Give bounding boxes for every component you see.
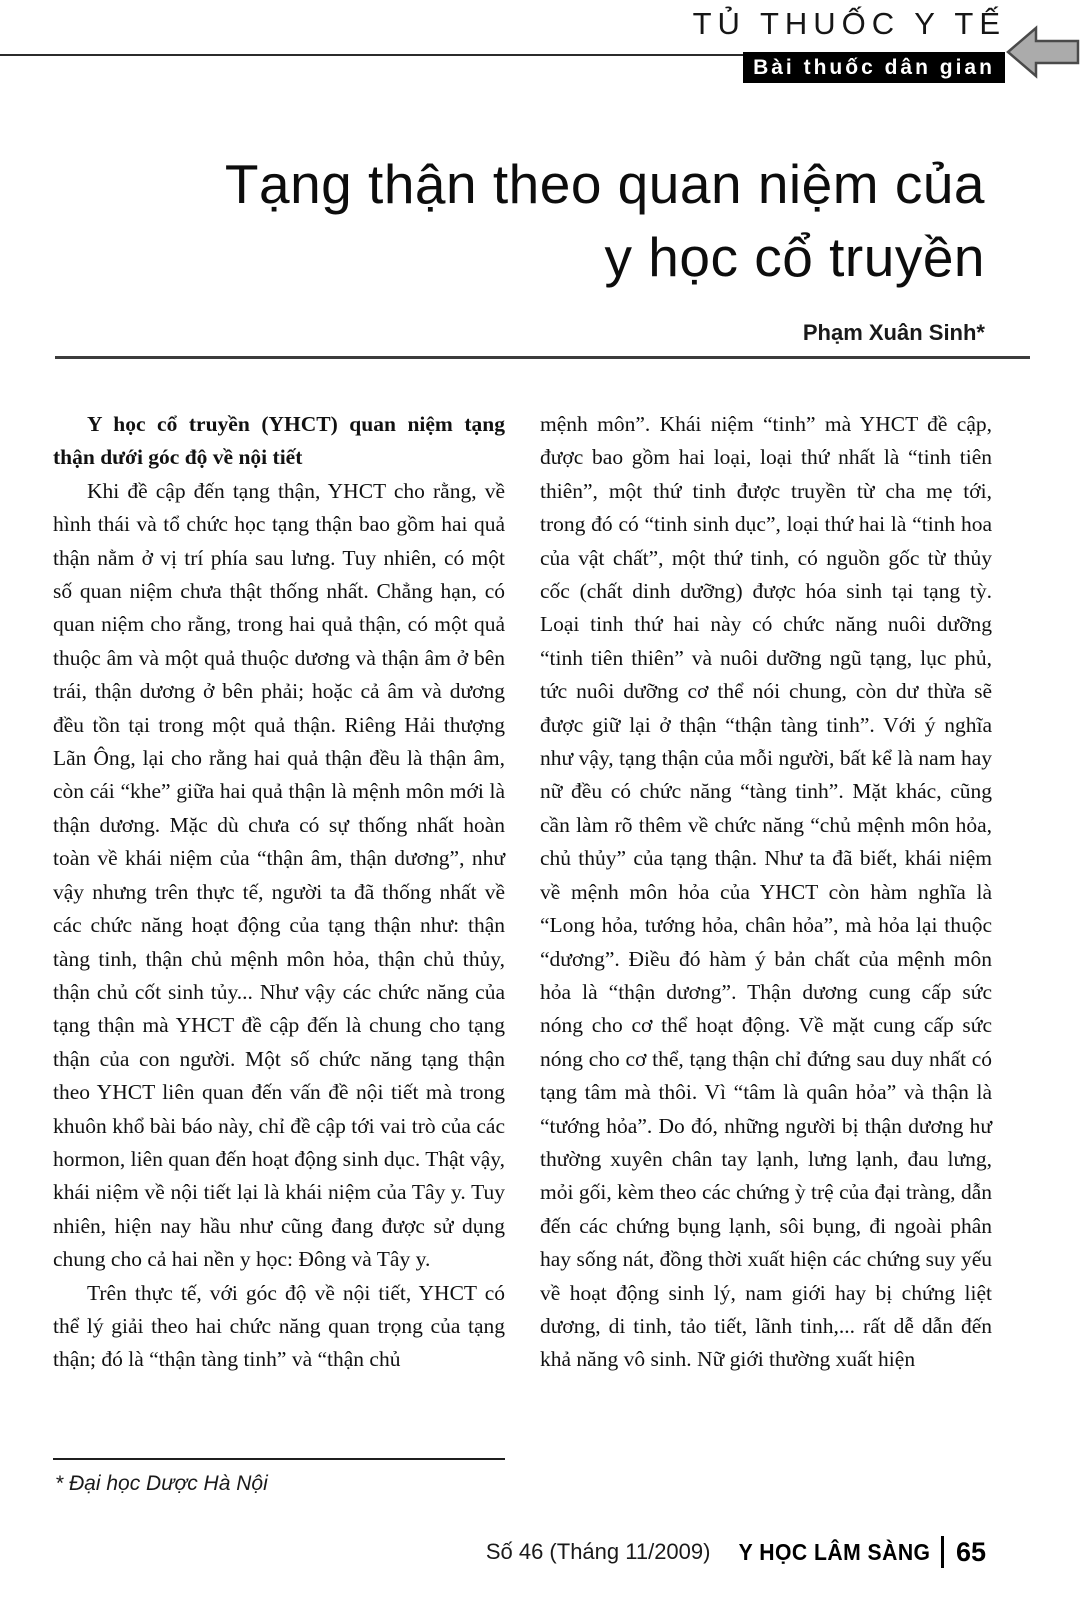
subsection-heading: Y học cổ truyền (YHCT) quan niệm tạng thận dưới góc độ về nội tiết xyxy=(53,412,505,470)
article-title xyxy=(225,148,985,293)
article-title-line1: Tạng thận theo quan niệm của xyxy=(224,153,985,215)
header-rule xyxy=(0,54,760,56)
issue-label: Số 46 (Tháng 11/2009) xyxy=(485,1539,711,1564)
section-kicker: TỦ THUỐC Y TẾ xyxy=(692,6,1006,41)
page-footer xyxy=(486,1536,986,1568)
arrow-left-icon xyxy=(1006,24,1080,80)
page-number: 65 xyxy=(955,1536,986,1567)
body-paragraph: Trên thực tế, với góc độ về nội tiết, YHCT có thể lý giải theo hai chức năng quan trọng của tạng thận; đó là “thận tàng tinh” và “thận chủ xyxy=(53,1280,505,1372)
left-column xyxy=(53,408,505,1377)
body-paragraph: Khi đề cập đến tạng thận, YHCT cho rằng, về hình thái và tổ chức học tạng thận bao gồm hai quả thận nằm ở vị trí phía sau lưng. Tuy nhiên, có một số quan niệm chưa thật thống nhất. Chẳng hạn, có quan niệm cho rằng, trong hai quả thận, có một quả thuộc âm và một quả thuộc dương và thận âm ở bên trái, thận dương ở bên phải; hoặc cả âm và dương đều tồn tại trong một quả thận. Riêng Hải thượng Lãn Ông, lại cho rằng hai quả thận đều là thận âm, còn cái “khe” giữa hai quả thận là mệnh môn mới là thận dương. Mặc dù chưa có sự thống nhất hoàn toàn về khái niệm của “thận âm, thận dương”, như vậy nhưng trên thực tế, người ta đã thống nhất về các chức năng hoạt động của tạng thận như: thận tàng tinh, thận chủ mệnh môn hỏa, thận chủ thủy, thận chủ cốt sinh tủy... Như vậy các chức năng của tạng thận mà YHCT đề cập đến là chung cho tạng thận của con người. Một số chức năng tạng thận theo YHCT liên quan đến vấn đề nội tiết mà trong khuôn khổ bài báo này, chỉ đề cập tới vai trò của các hormon, liên quan đến hoạt động sinh dục. Thật vậy, khái niệm về nội tiết lại là khái niệm của Tây y. Tuy nhiên, hiện nay hầu như cũng đang được sử dụng chung cho cả hai nền y học: Đông và Tây y. xyxy=(53,478,506,1272)
body-paragraph: mệnh môn”. Khái niệm “tinh” mà YHCT đề cập, được bao gồm hai loại, loại thứ nhất là “tinh tiên thiên”, một thứ tinh được truyền từ cha mẹ tới, trong đó có “tinh sinh dục”, loại thứ hai là “tinh hoa của vật chất”, một thứ tinh, có nguồn gốc từ thủy cốc (chất dinh dưỡng) được hóa sinh tại tạng tỳ. Loại tinh thứ hai này có chức năng nuôi dưỡng “tinh tiên thiên” và nuôi dưỡng ngũ tạng, lục phủ, tức nuôi dưỡng cơ thể nói chung, còn dư thừa sẽ được giữ lại ở thận “thận tàng tinh”. Với ý nghĩa như vậy, tạng thận của mỗi người, bất kể là nam hay nữ đều có chức năng “tàng tinh”. Mặt khác, cũng cần làm rõ thêm về chức năng “chủ mệnh môn hỏa, chủ thủy” của tạng thận. Như ta đã biết, khái niệm về mệnh môn hỏa của YHCT còn hàm nghĩa là “Long hỏa, tướng hỏa, chân hỏa”, mà hỏa lại thuộc “dương”. Điều đó hàm ý bản chất của mệnh môn hỏa là “thận dương”. Thận dương cung cấp sức nóng cho cơ thể hoạt động. Về mặt cung cấp sức nóng cho cơ thể, tạng thận chỉ đứng sau duy nhất có tạng tâm mà thôi. Vì “tâm là quân hỏa” và thận là “tướng hỏa”. Do đó, những người bị thận dương hư thường xuyên chân tay lạnh, lưng lạnh, đau lưng, mỏi gối, kèm theo các chứng ỳ trệ của đại tràng, dẫn đến các chứng bụng lạnh, sôi bụng, đi ngoài phân hay sống nát, đồng thời xuất hiện các chứng suy yếu về hoạt động sinh lý, nam giới hay bị chứng liệt dương, di tinh, tảo tiết, lãnh tinh,... rất dễ dẫn đến khả năng vô sinh. Nữ giới thường xuất hiện xyxy=(540,412,992,1372)
section-tag-label: Bài thuốc dân gian xyxy=(753,55,995,79)
title-divider-rule xyxy=(55,356,1030,359)
footnote-rule xyxy=(53,1458,505,1460)
section-tag xyxy=(743,52,1005,83)
footer-divider-bar xyxy=(941,1536,944,1568)
article-title-line2: y học cổ truyền xyxy=(604,225,985,288)
footnote-affiliation: * Đại học Dược Hà Nội xyxy=(55,1472,268,1495)
author-byline: Phạm Xuân Sinh* xyxy=(802,320,985,345)
right-column xyxy=(540,408,992,1377)
journal-name: Y HỌC LÂM SÀNG xyxy=(739,1538,931,1565)
